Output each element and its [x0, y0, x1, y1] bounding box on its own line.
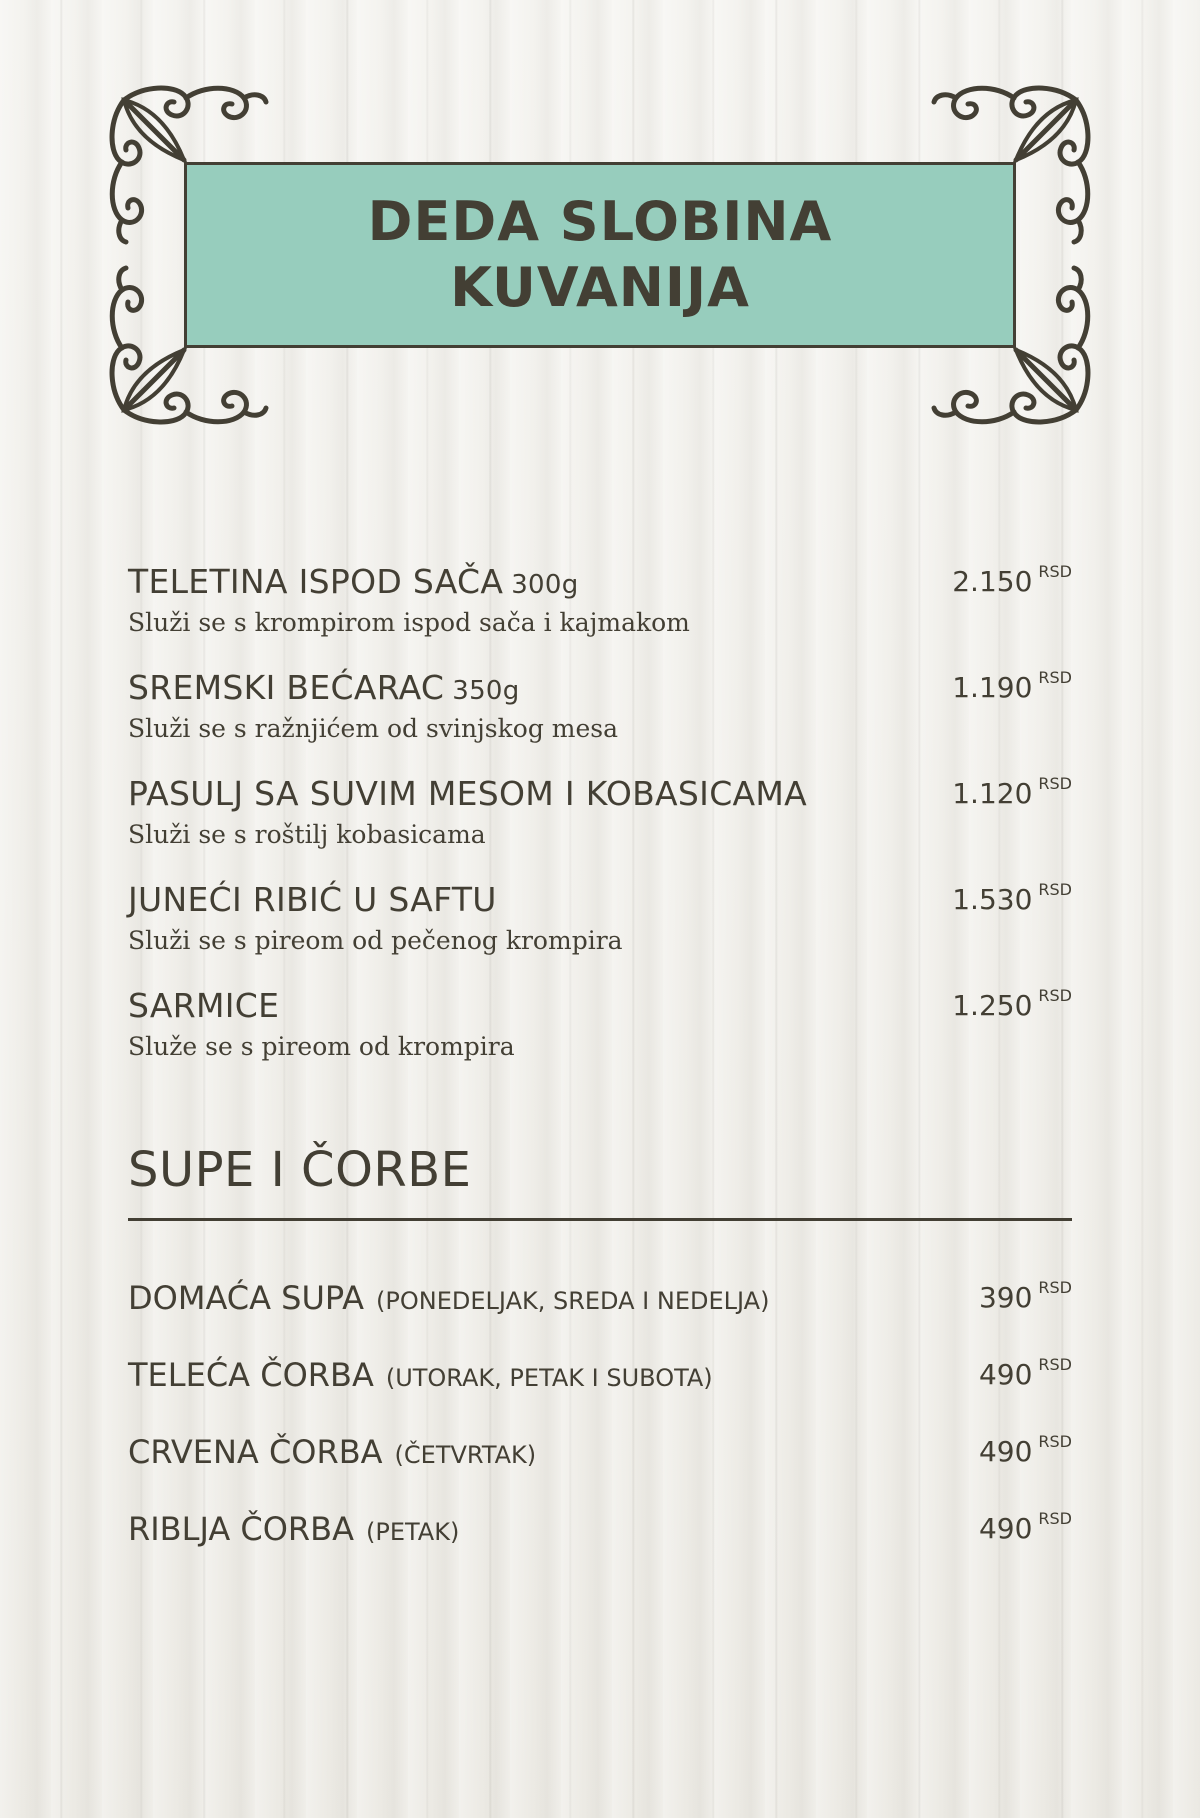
price-value: 390 — [978, 1281, 1033, 1314]
mains-list — [128, 560, 1072, 1090]
soup-price — [979, 1430, 1072, 1474]
dish-description: Služe se s pireom od krompira — [128, 1032, 515, 1061]
price-currency: RSD — [1038, 1432, 1072, 1451]
menu-item — [128, 1430, 1072, 1507]
menu-item — [128, 772, 1072, 878]
price-currency: RSD — [1038, 562, 1072, 581]
price-currency: RSD — [1038, 880, 1072, 899]
soup-name: TELEĆA ČORBA (UTORAK, PETAK I SUBOTA) — [128, 1356, 713, 1394]
title-banner — [184, 162, 1016, 348]
soup-name: DOMAĆA SUPA (PONEDELJAK, SREDA I NEDELJA) — [128, 1279, 770, 1317]
dish-name: JUNEĆI RIBIĆ U SAFTU — [128, 880, 497, 919]
dish-price — [952, 772, 1072, 816]
price-currency: RSD — [1038, 668, 1072, 687]
soup-name: CRVENA ČORBA (ČETVRTAK) — [128, 1433, 537, 1471]
soup-days: (PETAK) — [366, 1518, 460, 1546]
soup-name: RIBLJA ČORBA (PETAK) — [128, 1510, 460, 1548]
dish-name: SREMSKI BEĆARAC 350g — [128, 668, 520, 707]
soups-list — [128, 1276, 1072, 1584]
section-heading-soups: SUPE I ČORBE — [128, 1142, 472, 1198]
price-value: 490 — [978, 1435, 1033, 1468]
dish-weight: 350g — [452, 676, 520, 706]
price-currency: RSD — [1038, 774, 1072, 793]
menu-item — [128, 1353, 1072, 1430]
dish-description: Služi se s roštilj kobasicama — [128, 820, 486, 849]
dish-name: PASULJ SA SUVIM MESOM I KOBASICAMA — [128, 774, 808, 813]
soup-days: (UTORAK, PETAK I SUBOTA) — [385, 1364, 713, 1392]
soup-price — [979, 1353, 1072, 1397]
soup-price — [979, 1507, 1072, 1551]
dish-price — [952, 666, 1072, 710]
price-value: 1.120 — [952, 777, 1033, 810]
price-currency: RSD — [1038, 1509, 1072, 1528]
page-title — [187, 189, 1013, 321]
soup-price — [979, 1276, 1072, 1320]
menu-item — [128, 1276, 1072, 1353]
page-title-line-1: DEDA SLOBINA — [367, 190, 833, 253]
menu-item — [128, 984, 1072, 1090]
menu-item — [128, 666, 1072, 772]
soup-days: (ČETVRTAK) — [394, 1441, 537, 1469]
dish-price — [952, 560, 1072, 604]
price-currency: RSD — [1038, 1355, 1072, 1374]
dish-name: TELETINA ISPOD SAČA 300g — [128, 562, 579, 601]
menu-header — [104, 80, 1096, 430]
menu-item — [128, 560, 1072, 666]
price-value: 1.530 — [952, 883, 1033, 916]
page-title-line-2: KUVANIJA — [450, 256, 750, 319]
menu-item — [128, 878, 1072, 984]
menu-item — [128, 1507, 1072, 1584]
soup-days: (PONEDELJAK, SREDA I NEDELJA) — [376, 1287, 770, 1315]
price-currency: RSD — [1038, 1278, 1072, 1297]
dish-weight: 300g — [511, 570, 579, 600]
dish-description: Služi se s krompirom ispod sača i kajmakom — [128, 608, 690, 637]
price-value: 1.190 — [952, 671, 1033, 704]
price-value: 490 — [978, 1358, 1033, 1391]
dish-name: SARMICE — [128, 986, 280, 1025]
price-value: 490 — [978, 1512, 1033, 1545]
section-divider — [128, 1218, 1072, 1221]
dish-description: Služi se s ražnjićem od svinjskog mesa — [128, 714, 619, 743]
price-value: 2.150 — [952, 565, 1033, 598]
dish-price — [952, 984, 1072, 1028]
dish-price — [952, 878, 1072, 922]
price-value: 1.250 — [952, 989, 1033, 1022]
dish-description: Služi se s pireom od pečenog krompira — [128, 926, 623, 955]
price-currency: RSD — [1038, 986, 1072, 1005]
